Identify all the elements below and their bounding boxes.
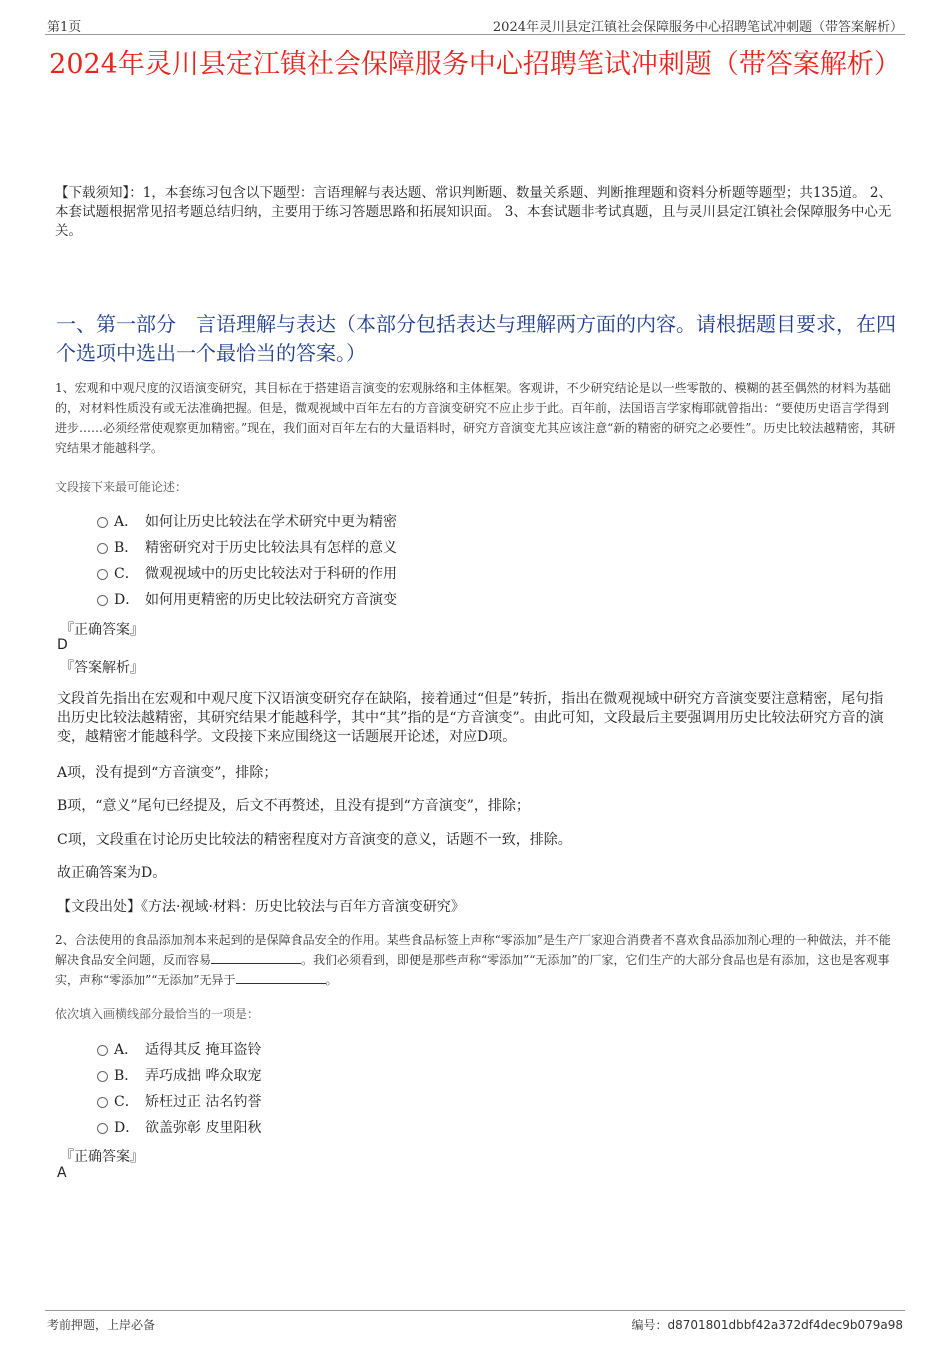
header-doc-title: 2024年灵川县定江镇社会保障服务中心招聘笔试冲刺题（带答案解析） xyxy=(492,20,903,35)
analysis-conclusion: 故正确答案为D。 xyxy=(57,865,167,881)
fill-blank-1 xyxy=(211,952,301,964)
question-1-answer: D xyxy=(57,637,68,653)
radio-icon[interactable] xyxy=(97,1071,108,1082)
page-number: 第1页 xyxy=(47,20,82,35)
radio-icon[interactable] xyxy=(97,1097,108,1108)
question-1-prompt: 文段接下来最可能论述： xyxy=(55,480,188,494)
question-1-analysis-label: 『答案解析』 xyxy=(60,660,144,676)
question-1-answer-label: 『正确答案』 xyxy=(60,622,144,638)
radio-icon[interactable] xyxy=(97,1123,108,1134)
radio-icon[interactable] xyxy=(97,569,108,580)
document-title: 2024年灵川县定江镇社会保障服务中心招聘笔试冲刺题（带答案解析） xyxy=(49,49,901,80)
section-heading: 一、第一部分 言语理解与表达（本部分包括表达与理解两方面的内容。请根据题目要求，在四个选项中选出一个最恰当的答案。） xyxy=(56,312,896,365)
page-footer xyxy=(45,1310,905,1332)
page-header xyxy=(45,14,905,35)
fill-blank-2 xyxy=(236,972,326,984)
question-2-answer-label: 『正确答案』 xyxy=(60,1149,144,1165)
radio-icon[interactable] xyxy=(97,517,108,528)
analysis-line-b: B项，“意义”尾句已经提及，后文不再赘述，且没有提到“方音演变”，排除； xyxy=(57,798,530,814)
radio-icon[interactable] xyxy=(97,1045,108,1056)
question-2-text: 2、合法使用的食品添加剂本来起到的是保障食品安全的作用。某些食品标签上声称“零添加”是生产厂家迎合消费者不喜欢食品添加剂心理的一种做法，并不能解决食品安全问题，反而容易 。我们必须看到，即便是那些声称“零添加”“无添加”的厂家，它们生产的大部分食品也是有添加，这也是客观事实，声称“零添加”“无添加”无异于 。 xyxy=(55,933,891,987)
question-2-prompt: 依次填入画横线部分最恰当的一项是： xyxy=(55,1007,260,1021)
download-notice: 【下载须知】：1，本套练习包含以下题型：言语理解与表达题、常识判断题、数量关系题、判断推理题和资料分析题等题型；共135道。 2、本套试题根据常见招考题总结归纳，主要用于练习答题思路和拓展知识面。 3、本套试题非考试真题，且与灵川县定江镇社会保障服务中心无关。 xyxy=(55,185,892,239)
radio-icon[interactable] xyxy=(97,595,108,606)
footer-code: 编号：d8701801dbbf42a372df4dec9b079a98 xyxy=(631,1318,903,1332)
question-2-answer: A xyxy=(57,1165,67,1181)
question-1-text: 1、宏观和中观尺度的汉语演变研究，其目标在于搭建语言演变的宏观脉络和主体框架。客观讲，不少研究结论是以一些零散的、模糊的甚至偶然的材料为基础的，对材料性质没有或无法准确把握。但是，微观视域中百年左右的方音演变研究不应止步于此。百年前，法国语言学家梅耶就曾指出：“要使历史语言学得到进步……必须经常使观察更加精密。”现在，我们面对百年左右的大量语料时，研究方音演变尤其应该注意“新的精密的研究之必要性”。历史比较法越精密，其研究结果才能越科学。 xyxy=(55,381,896,455)
analysis-source: 【文段出处】《方法·视域·材料：历史比较法与百年方音演变研究》 xyxy=(57,899,465,915)
analysis-line-a: A项，没有提到“方音演变”，排除； xyxy=(57,765,278,781)
radio-icon[interactable] xyxy=(97,543,108,554)
footer-slogan: 考前押题，上岸必备 xyxy=(47,1318,156,1332)
analysis-line-c: C项，文段重在讨论历史比较法的精密程度对方音演变的意义，话题不一致，排除。 xyxy=(57,832,572,848)
question-1-analysis: 文段首先指出在宏观和中观尺度下汉语演变研究存在缺陷，接着通过“但是”转折，指出在微观视域中研究方音演变要注意精密，尾句指出历史比较法越精密，其研究结果才能越科学，其中“其”指的是“方音演变”。由此可知，文段最后主要强调用历史比较法研究方音的演变，越精密才能越科学。文段接下来应围绕这一话题展开论述，对应D项。 xyxy=(57,691,884,745)
